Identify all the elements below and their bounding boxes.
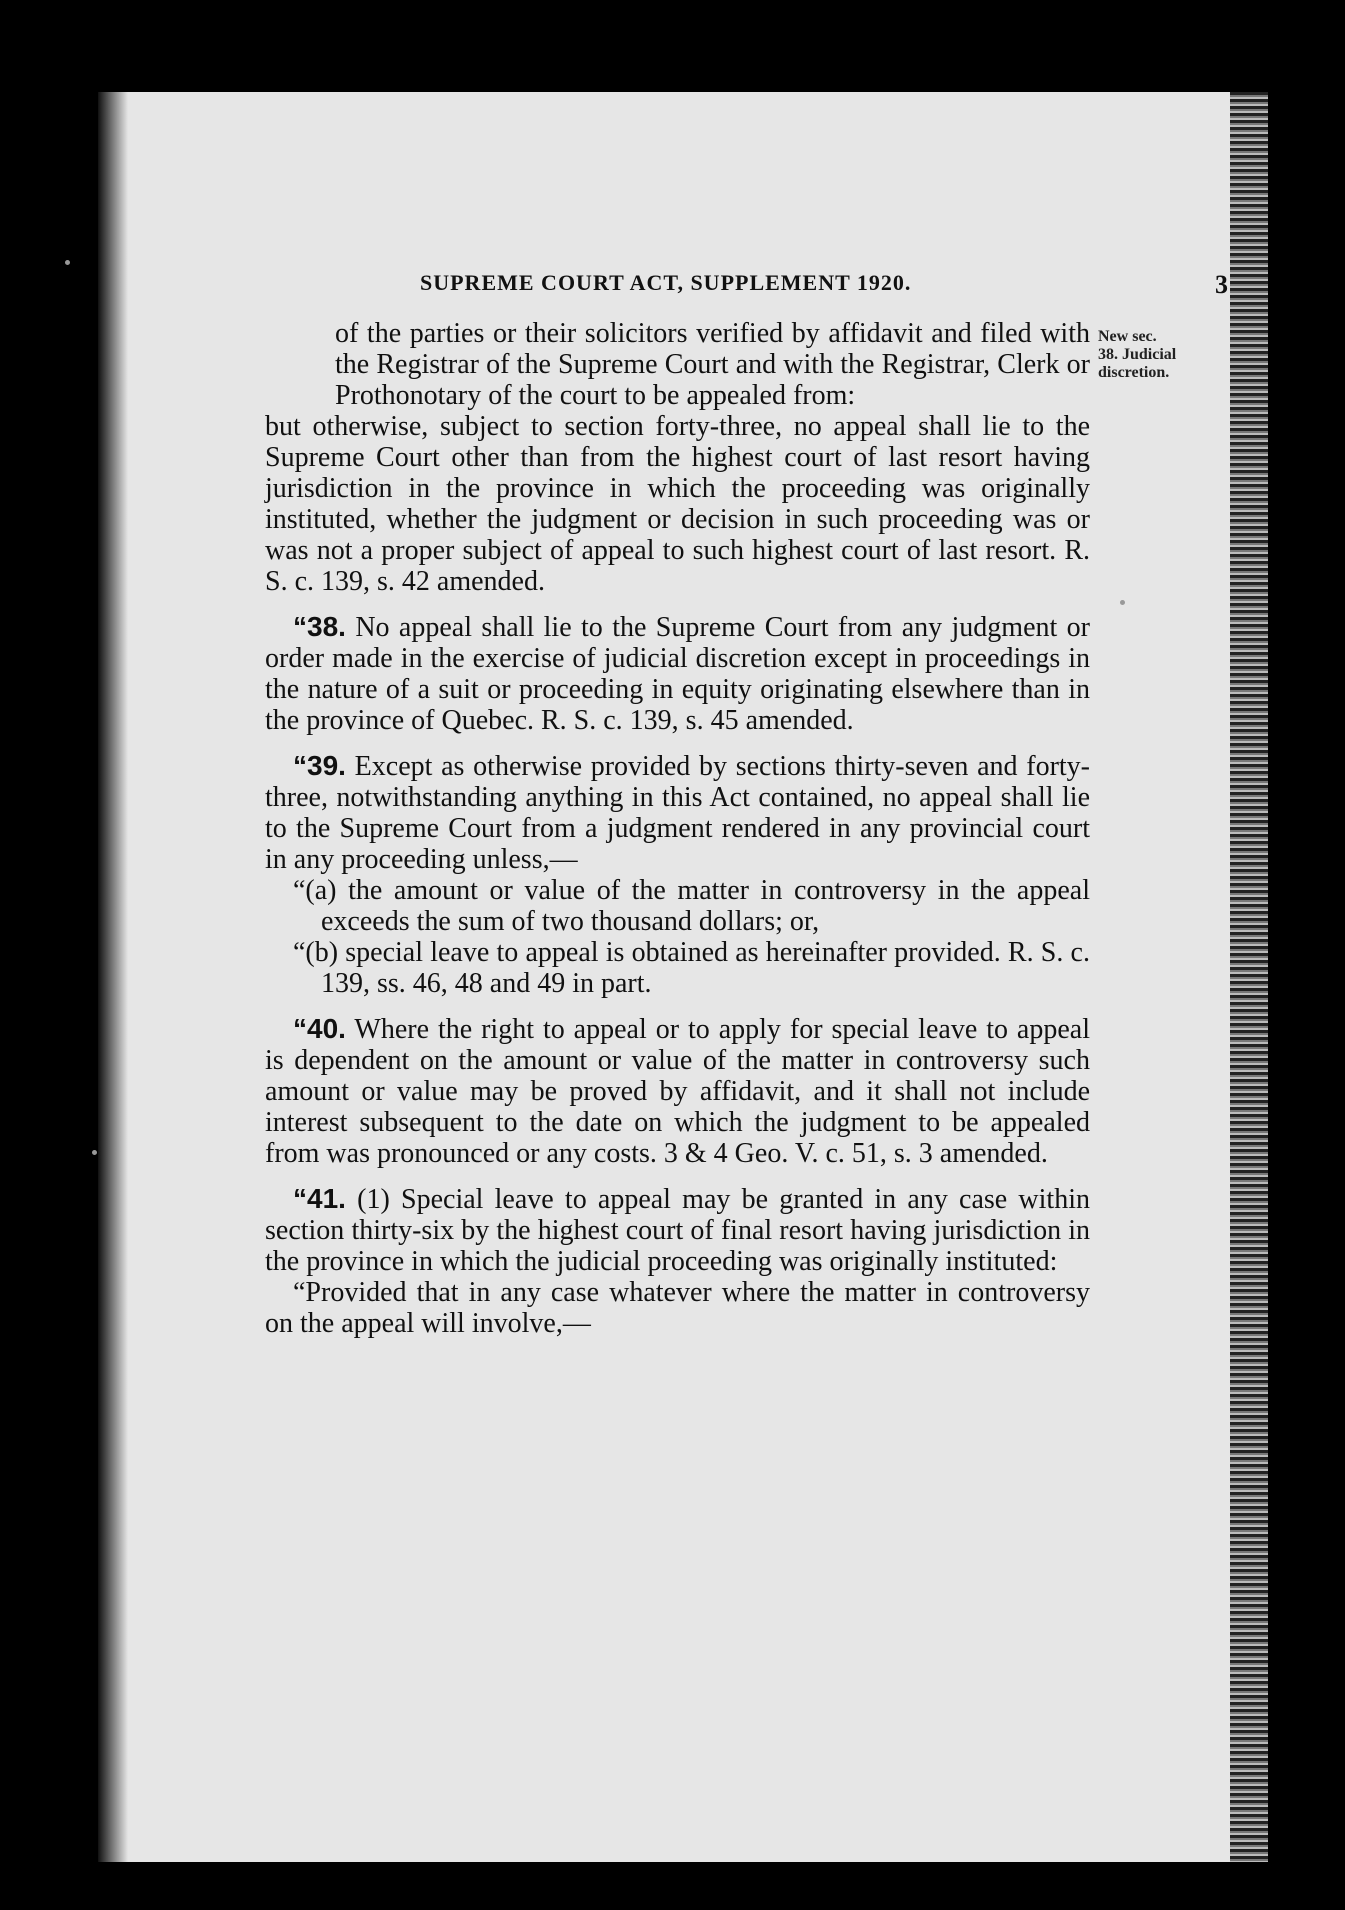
section-38 bbox=[265, 611, 1090, 736]
section-number: “40. bbox=[293, 1013, 346, 1044]
running-header: SUPREME COURT ACT, SUPPLEMENT 1920. bbox=[420, 270, 912, 295]
page-edge bbox=[1230, 92, 1268, 1862]
binding-shadow bbox=[98, 92, 128, 1862]
section-39 bbox=[265, 750, 1090, 875]
section-text: (1) Special leave to appeal may be granted in any case within section thirty-six by the highest court of final resort having jurisdiction in the province in which the judicial proceeding was originally instituted: bbox=[265, 1184, 1090, 1277]
speck bbox=[1120, 600, 1125, 605]
margin-note-line: New sec. bbox=[1098, 328, 1157, 345]
section-number: “41. bbox=[293, 1183, 346, 1214]
body-text bbox=[265, 318, 1090, 1339]
speck bbox=[92, 1150, 97, 1155]
clause-b: “(b) special leave to appeal is obtained as hereinafter provided. R. S. c. 139, ss. 46, 48 and 49 in part. bbox=[293, 937, 1090, 999]
section-text: Except as otherwise provided by sections thirty-seven and forty-three, notwithstanding anything in this Act contained, no appeal shall lie to the Supreme Court from a judgment rendered in any provincial court in any proceeding unless,— bbox=[265, 751, 1090, 875]
section-number: “38. bbox=[293, 611, 346, 642]
continuation-paragraph: but otherwise, subject to section forty-three, no appeal shall lie to the Supreme Court other than from the highest court of last resort having jurisdiction in the province in which the proceeding was originally instituted, whether the judgment or decision in such proceeding was or was not a proper subject of appeal to such highest court of last resort. R. S. c. 139, s. 42 amended. bbox=[265, 411, 1090, 597]
section-41 bbox=[265, 1183, 1090, 1277]
section-number: “39. bbox=[293, 750, 346, 781]
clause-a: “(a) the amount or value of the matter in controversy in the appeal exceeds the sum of two thousand dollars; or, bbox=[293, 875, 1090, 937]
section-40 bbox=[265, 1013, 1090, 1169]
intro-paragraph: of the parties or their solicitors verified by affidavit and filed with the Registrar of the Supreme Court and with the Registrar, Clerk or Prothonotary of the court to be appealed from: bbox=[335, 318, 1090, 411]
speck bbox=[65, 260, 70, 265]
margin-note-line: 38. Judicial bbox=[1098, 346, 1177, 363]
section-text: Where the right to appeal or to apply for special leave to appeal is dependent on the amount or value of the matter in controversy such amount or value may be proved by affidavit, and it shall not include interest subsequent to the date on which the judgment to be appealed from was pronounced or any costs. 3 & 4 Geo. V. c. 51, s. 3 amended. bbox=[265, 1014, 1090, 1169]
margin-note-line: discretion. bbox=[1098, 364, 1170, 381]
page-number: 3 bbox=[1215, 270, 1228, 299]
section-text: No appeal shall lie to the Supreme Court from any judgment or order made in the exercise of judicial discretion except in proceedings in the nature of a suit or proceeding in equity originating elsewhere than in the province of Quebec. R. S. c. 139, s. 45 amended. bbox=[265, 612, 1090, 736]
proviso-paragraph: “Provided that in any case whatever where the matter in controversy on the appeal will involve,— bbox=[265, 1277, 1090, 1339]
margin-note bbox=[1098, 328, 1176, 382]
